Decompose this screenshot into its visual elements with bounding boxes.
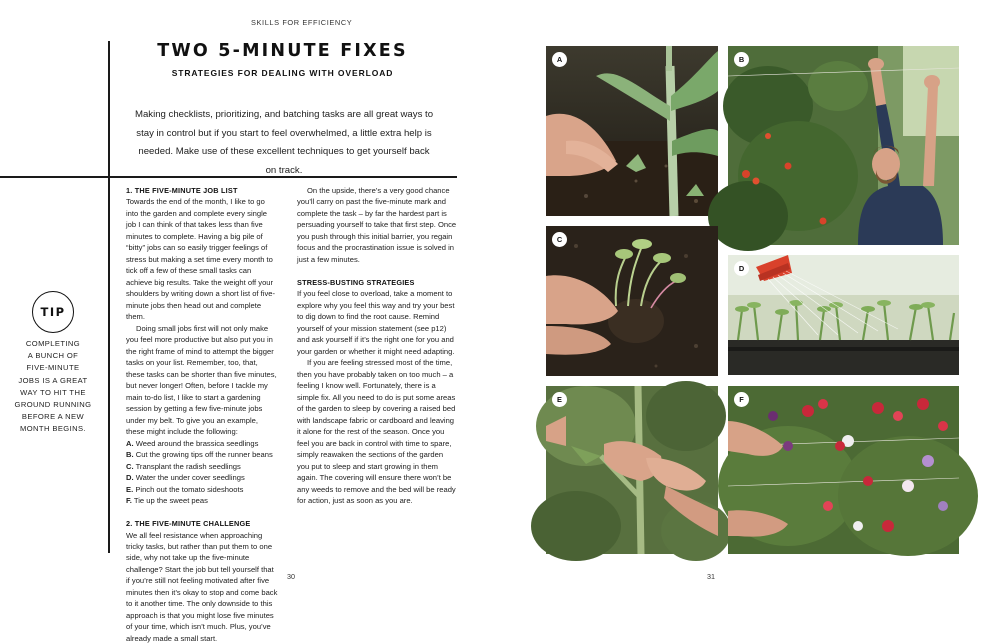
list-letter: E. [126,484,134,494]
photo-label: B [734,52,749,67]
tip-line: WAY TO HIT THE [20,387,86,397]
tip-badge: TIP [32,291,74,333]
list-item [126,438,278,449]
tomato-sideshoot-illustration [546,386,718,554]
intro-paragraph: Making checklists, prioritizing, and batching tasks are all great ways to stay in control but if you start to feel overwhelmed, a little extra help is needed. Make use of these excellent techniques to get yourself back on track. [134,109,434,176]
photo-c [546,226,718,376]
list-item [126,449,278,460]
sweet-peas-illustration [728,386,959,554]
paragraph: If you feel close to overload, take a moment to explore why you feel this way and try your best to dig down to find the root cause. Remind yourself of your mission statement (see p12) and ask yourself if it’s the right one for you and your garden or whether it might need adapting. [297,289,455,356]
section-heading-stress: STRESS-BUSTING STRATEGIES [297,277,415,287]
list-letter: A. [126,438,134,448]
tip-line: JOBS IS A GREAT [18,375,88,385]
text-column-2 [297,185,457,507]
list-letter: F. [126,496,132,506]
tip-text [0,338,106,436]
list-text: Pinch out the tomato sideshoots [135,484,244,494]
page-subtitle: STRATEGIES FOR DEALING WITH OVERLOAD [171,68,394,78]
vertical-rule [108,41,110,553]
list-item [126,495,278,506]
photo-e [546,386,718,554]
text-column-1 [126,185,278,644]
runner-bean-illustration [728,46,959,245]
list-item [126,472,278,483]
photo-d [728,255,959,375]
photo-b [728,46,959,245]
paragraph: Towards the end of the month, I like to go into the garden and complete every single job I can think of that takes less than five minutes to complete. Having a big pile of “bitty” jobs can so easily trigger feelings of stress but making a set time every month to tick off a few of these small tasks can achieve big results. Take the weight off your shoulders by writing down a short list of five-minute jobs then head out and complete them. [126,197,275,322]
page-title: TWO 5-MINUTE FIXES [157,41,408,61]
photo-label: E [552,392,567,407]
photo-label: A [552,52,567,67]
photo-label: C [552,232,567,247]
paragraph: Doing small jobs first will not only make you feel more productive but also put you in the right frame of mind to attempt the bigger tasks on your list. Remember, too, that, these tasks can be shorter than five minutes, but never longer! Often, before I tackle my main to-do list, I like to start a gardening session by getting a few five-minute jobs under my belt. To give you an example, these might include the following: [126,323,277,437]
list-text: Transplant the radish seedlings [135,461,241,471]
list-letter: C. [126,461,134,471]
list-item [126,461,278,472]
list-item [126,484,278,495]
paragraph: We all feel resistance when approaching tricky tasks, but rather than put them to one side, why not take up the five-minute challenge? Start the job but tell yourself that if you’re still not feeling motivated after five minutes then it’s okay to stop and come back to it another time. The only downside to this approach is that you might lose five minutes of your time, which isn’t much. Plus, you’ve already made a small start. [126,530,278,643]
list-text: Weed around the brassica seedlings [135,438,259,448]
photo-label: D [734,261,749,276]
right-page [500,0,1000,598]
tip-line: GROUND RUNNING [14,400,92,410]
list-text: Water the under cover seedlings [135,473,245,483]
tip-line: BEFORE A NEW [21,412,85,422]
tip-line: FIVE-MINUTE [26,363,80,373]
weeding-seedling-illustration [546,46,718,216]
tip-line: A BUNCH OF [27,351,79,361]
watering-seedlings-illustration [728,255,959,375]
page-number-right: 31 [707,572,715,581]
paragraph: If you are feeling stressed most of the time, then you have probably taken on too much – a feeling I know well. Fortunately, there is a simple fix. All you need to do is put some areas of the garden to sleep by covering a raised bed with landscape fabric or cardboard and leaving it alone for the rest of the season. Once you feel you are back in control with time to spare, simply reawaken the sections of the garden you put to sleep and start growing in them again. The covering will ensure there won’t be any weeds to remove and the bed will be ready for action, just as soon as you are. [297,358,456,506]
running-head: SKILLS FOR EFFICIENCY [251,18,353,27]
section-heading-job-list: 1. THE FIVE-MINUTE JOB LIST [126,186,238,195]
list-letter: D. [126,473,134,483]
paragraph: On the upside, there’s a very good chance you’ll carry on past the five-minute mark and complete the task – by far the hardest part is persuading yourself to take that first step. Once you push through this initial barrier, you regain focus and the procrastination issue is solved in just a few minutes. [297,186,457,264]
photo-f [728,386,959,554]
tip-line: COMPLETING [25,339,81,348]
list-text: Tie up the sweet peas [133,496,208,506]
photo-label: F [734,392,749,407]
list-letter: B. [126,450,134,460]
list-text: Cut the growing tips off the runner beans [135,450,273,460]
photo-a [546,46,718,216]
radish-seedlings-illustration [546,226,718,376]
section-heading-challenge: 2. THE FIVE-MINUTE CHALLENGE [126,519,251,529]
tip-line: MONTH BEGINS. [20,424,86,434]
left-page [0,0,500,643]
page-number-left: 30 [287,572,295,581]
